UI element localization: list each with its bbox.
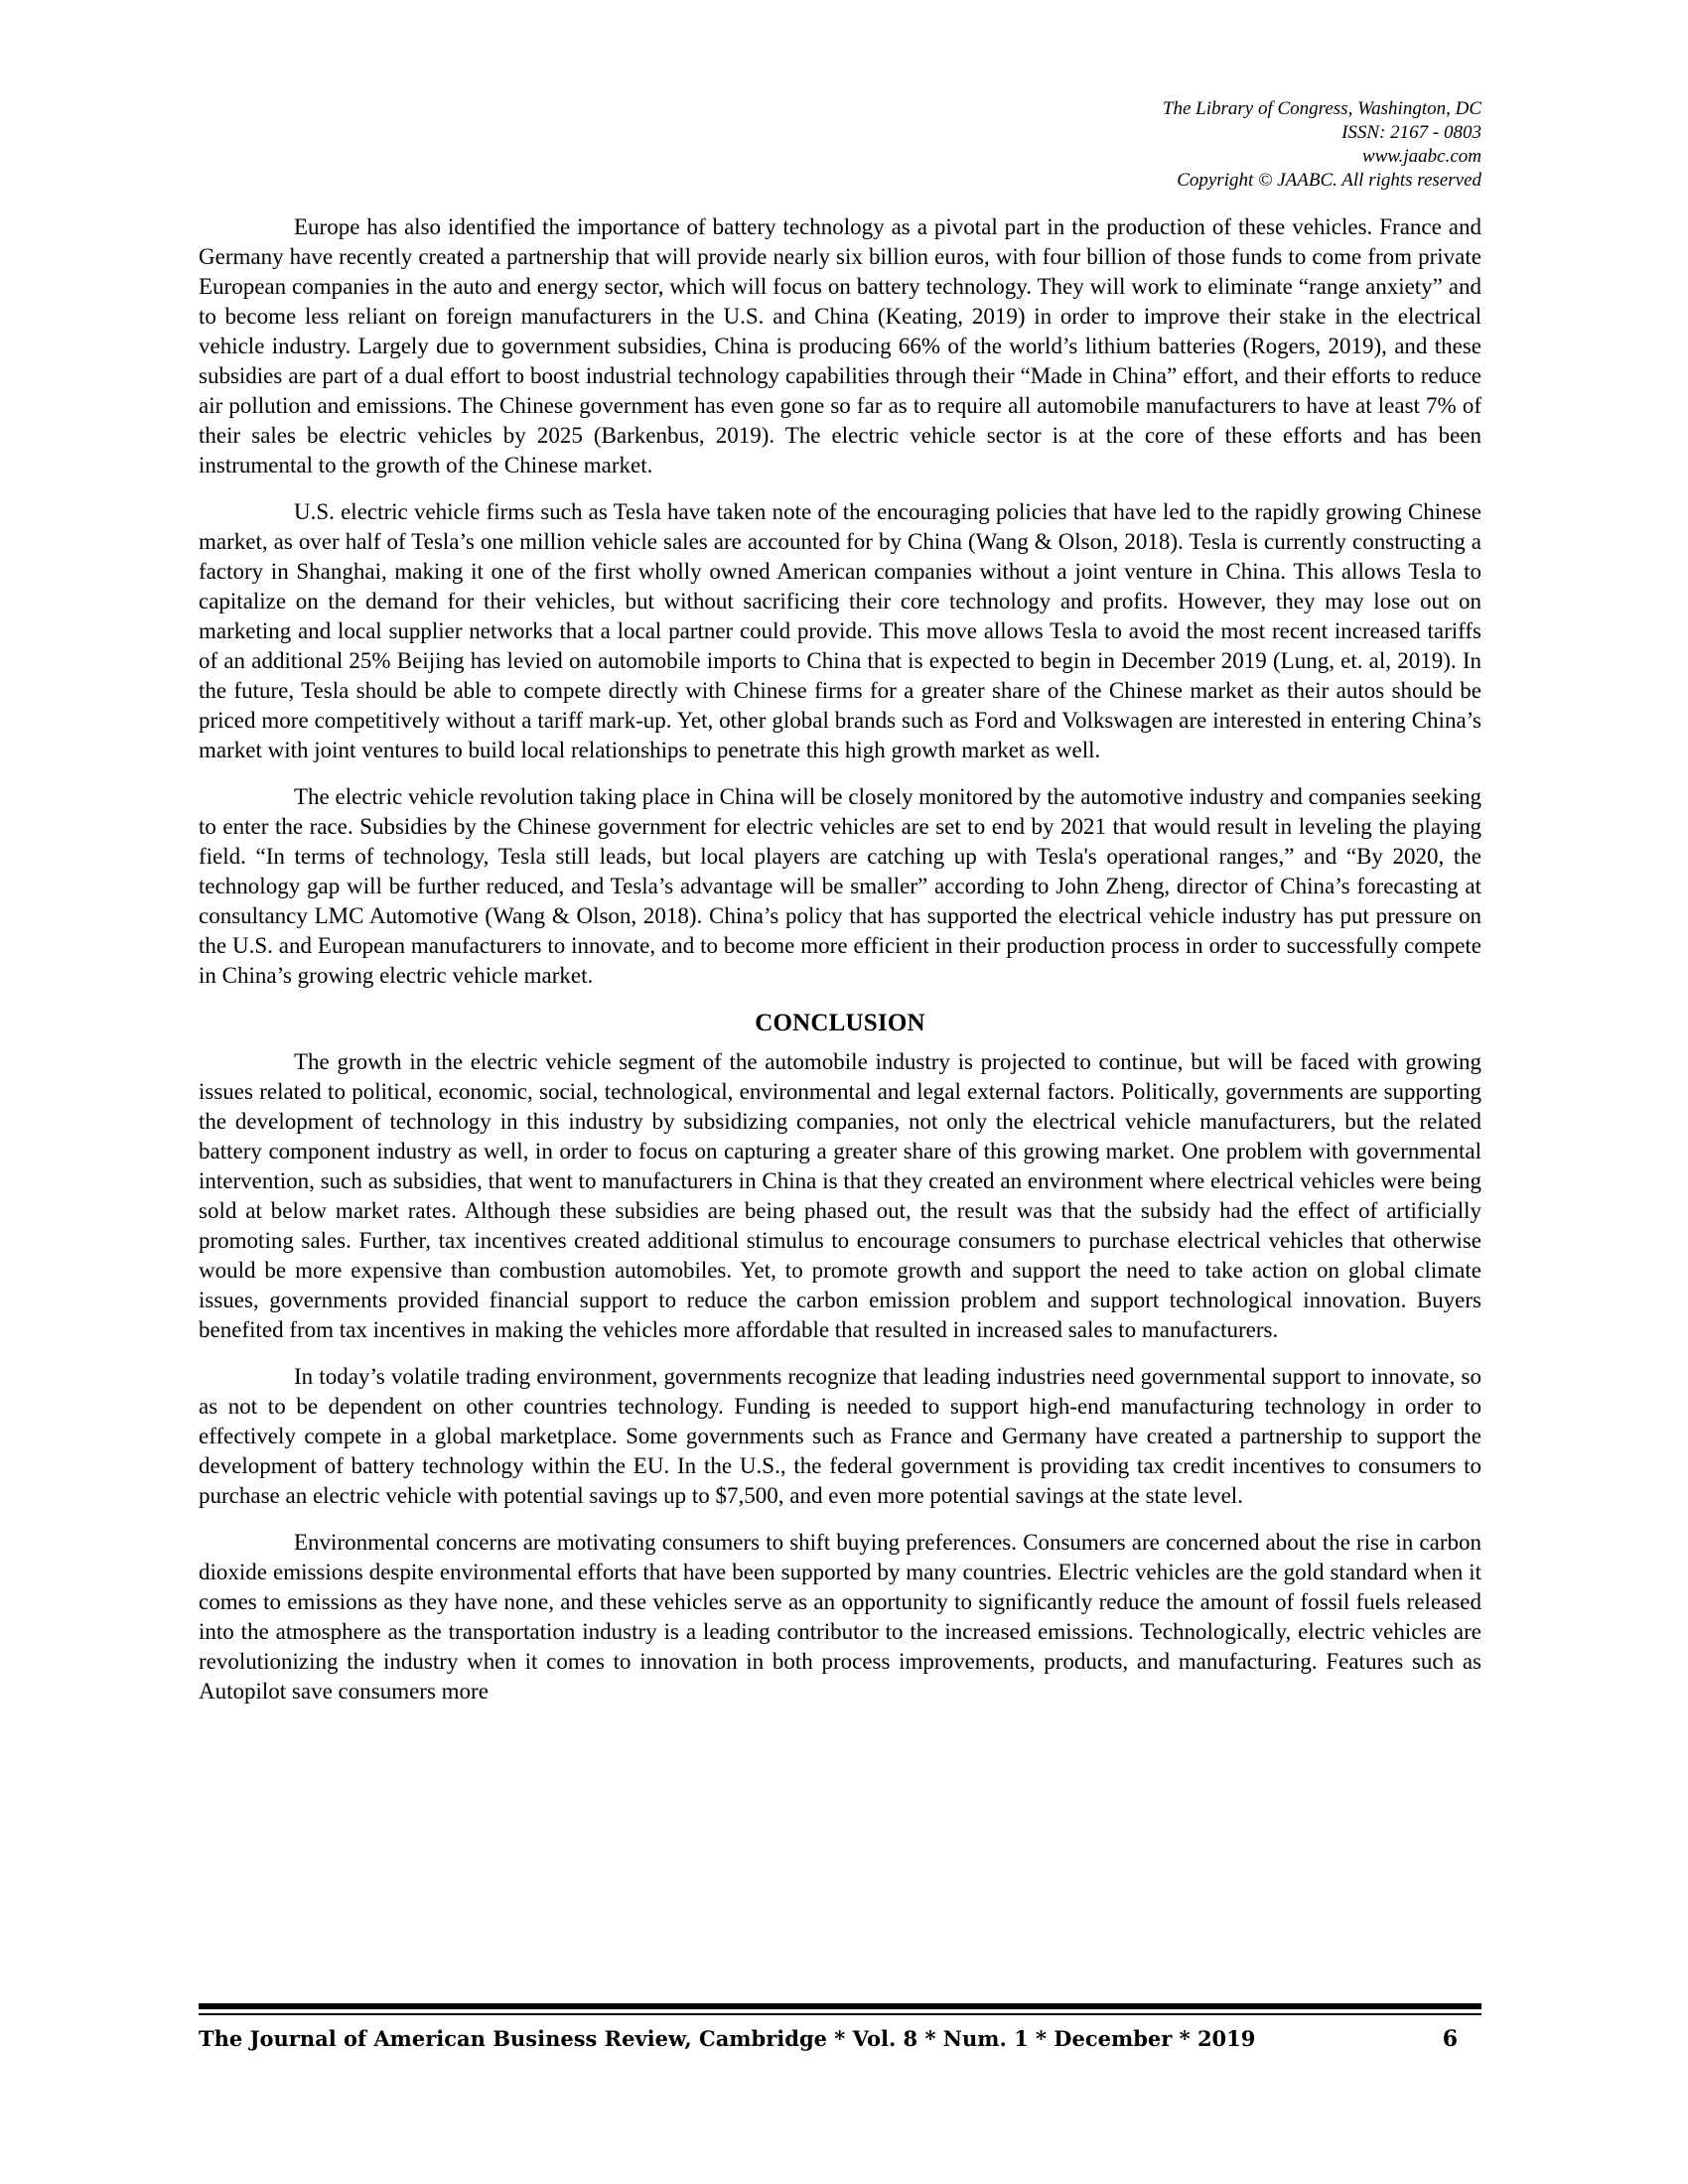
paragraph-environmental-concerns: Environmental concerns are motivating consumers to shift buying preferences. Consumers are concerned about the rise in carbon dioxide emissions despite environmental efforts that have been supported by many countries. Electric vehicles are the gold standard when it comes to emissions as they have none, and these vehicles serve as an opportunity to significantly reduce the amount of fossil fuels released into the atmosphere as the transportation industry is a leading contributor to the increased emissions. Technologically, electric vehicles are revolutionizing the industry when it comes to innovation in both process improvements, products, and manufacturing. Features such as Autopilot save consumers more [199, 1530, 1481, 1704]
article-body [199, 212, 1481, 1723]
conclusion-heading: CONCLUSION [755, 1010, 925, 1036]
footer-rule-thin [199, 2013, 1481, 2015]
paragraph-conclusion-growth: The growth in the electric vehicle segment of the automobile industry is projected to continue, but will be faced with growing issues related to political, economic, social, technological, environmental and legal external factors. Politically, governments are supporting the development of technology in this industry by subsidizing companies, not only the electrical vehicle manufacturers, but the related battery component industry as well, in order to focus on capturing a greater share of this growing market. One problem with governmental intervention, such as subsidies, that went to manufacturers in China is that they created an environment where electrical vehicles were being sold at below market rates. Although these subsidies are being phased out, the result was that the subsidy had the effect of artificially promoting sales. Further, tax incentives created additional stimulus to encourage consumers to purchase electrical vehicles that otherwise would be more expensive than combustion automobiles. Yet, to promote growth and support the need to take action on global climate issues, governments provided financial support to reduce the carbon emission problem and support technological innovation. Buyers benefited from tax incentives in making the vehicles more affordable that resulted in increased sales to manufacturers. [199, 1049, 1481, 1342]
footer-journal-citation: The Journal of American Business Review, Cambridge * Vol. 8 * Num. 1 * December * 2019 [199, 2026, 1256, 2051]
header-copyright-line: Copyright © JAABC. All rights reserved [1177, 170, 1481, 191]
paragraph-europe-battery: Europe has also identified the importance of battery technology as a pivotal part in the production of these vehicles. France and Germany have recently created a partnership that will provide nearly six billion euros, with four billion of those funds to come from private European companies in the auto and energy sector, which will focus on battery technology. They will work to eliminate “range anxiety” and to become less reliant on foreign manufacturers in the U.S. and China (Keating, 2019) in order to improve their stake in the electrical vehicle industry. Largely due to government subsidies, China is producing 66% of the world’s lithium batteries (Rogers, 2019), and these subsidies are part of a dual effort to boost industrial technology capabilities through their “Made in China” effort, and their efforts to reduce air pollution and emissions. The Chinese government has even gone so far as to require all automobile manufacturers to have at least 7% of their sales be electric vehicles by 2025 (Barkenbus, 2019). The electric vehicle sector is at the core of these efforts and has been instrumental to the growth of the Chinese market. [199, 214, 1481, 478]
paragraph-tesla-china: U.S. electric vehicle firms such as Tesla have taken note of the encouraging policies that have led to the rapidly growing Chinese market, as over half of Tesla’s one million vehicle sales are accounted for by China (Wang & Olson, 2018). Tesla is currently constructing a factory in Shanghai, making it one of the first wholly owned American companies without a joint venture in China. This allows Tesla to capitalize on the demand for their vehicles, but without sacrificing their core technology and profits. However, they may lose out on marketing and local supplier networks that a local partner could provide. This move allows Tesla to avoid the most recent increased tariffs of an additional 25% Beijing has levied on automobile imports to China that is expected to begin in December 2019 (Lung, et. al, 2019). In the future, Tesla should be able to compete directly with Chinese firms for a greater share of the Chinese market as their autos should be priced more competitively without a tariff mark-up. Yet, other global brands such as Ford and Volkswagen are interested in entering China’s market with joint ventures to build local relationships to penetrate this high growth market as well. [199, 499, 1481, 762]
page-footer [199, 2021, 1481, 2057]
header-website-line: www.jaabc.com [1362, 146, 1481, 167]
paragraph-trading-environment: In today’s volatile trading environment, governments recognize that leading industries need governmental support to innovate, so as not to be dependent on other countries technology. Funding is needed to support high-end manufacturing technology in order to effectively compete in a global marketplace. Some governments such as France and Germany have created a partnership to support the development of battery technology within the EU. In the U.S., the federal government is providing tax credit incentives to consumers to purchase an electric vehicle with potential savings up to $7,500, and even more potential savings at the state level. [199, 1364, 1481, 1508]
header-library-line: The Library of Congress, Washington, DC [1162, 98, 1481, 119]
page-number: 6 [1442, 2026, 1458, 2052]
header-issn-line: ISSN: 2167 - 0803 [1341, 122, 1481, 143]
journal-header [786, 97, 1481, 193]
footer-rule-thick [199, 2003, 1481, 2009]
paragraph-ev-revolution: The electric vehicle revolution taking place in China will be closely monitored by the automotive industry and companies seeking to enter the race. Subsidies by the Chinese government for electric vehicles are set to end by 2021 that would result in leveling the playing field. “In terms of technology, Tesla still leads, but local players are catching up with Tesla's operational ranges,” and “By 2020, the technology gap will be further reduced, and Tesla’s advantage will be smaller” according to John Zheng, director of China’s forecasting at consultancy LMC Automotive (Wang & Olson, 2018). China’s policy that has supported the electrical vehicle industry has put pressure on the U.S. and European manufacturers to innovate, and to become more efficient in their production process in order to successfully compete in China’s growing electric vehicle market. [199, 784, 1481, 988]
